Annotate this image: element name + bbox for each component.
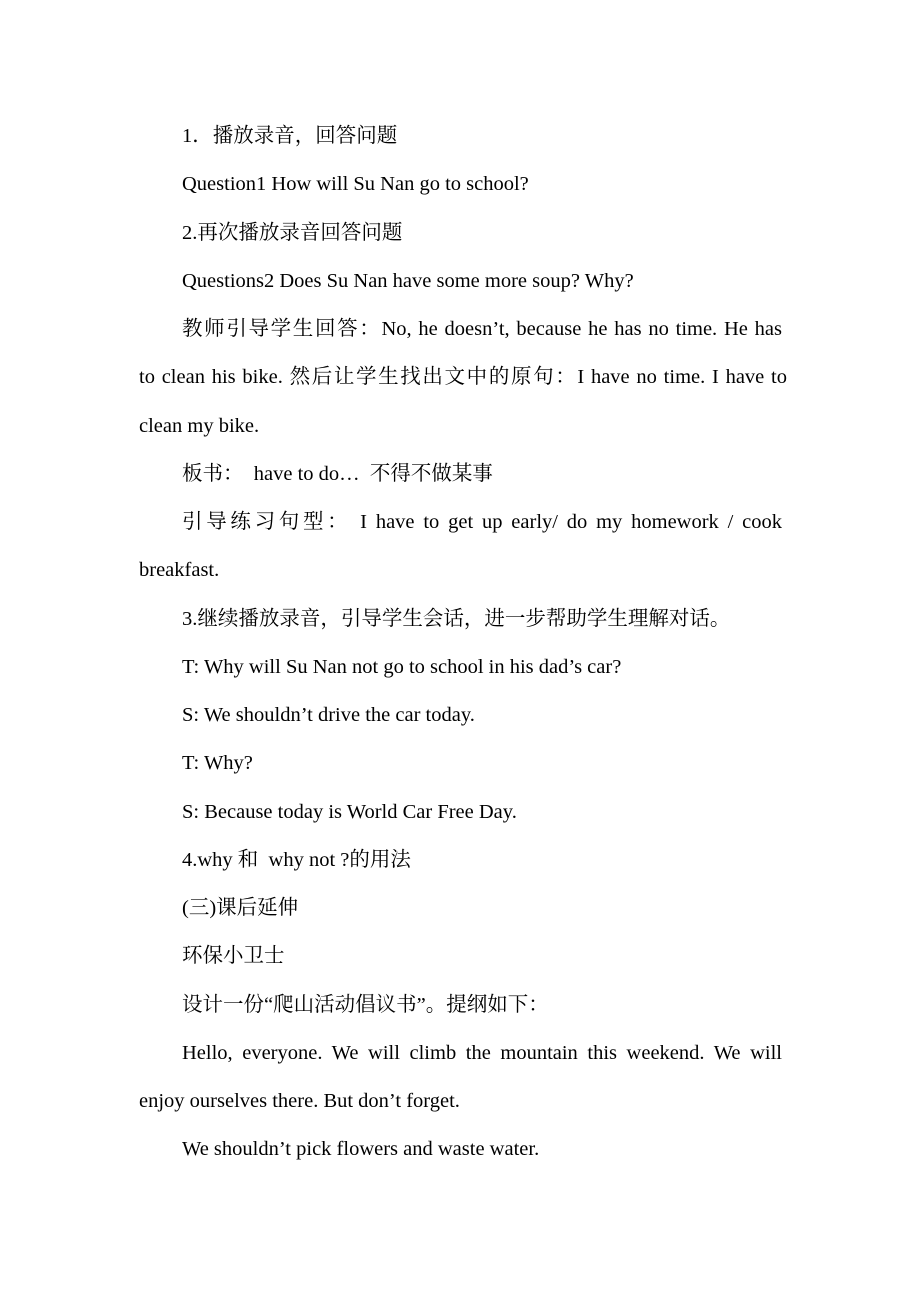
text-line: 引导练习句型： I have to get up early/ do my homework / cook: [182, 511, 782, 533]
text-line: Hello, everyone. We will climb the mountain this weekend. We will: [182, 1041, 782, 1064]
text-line: S: We shouldn’t drive the car today.: [182, 704, 475, 726]
text-line: S: Because today is World Car Free Day.: [182, 800, 517, 823]
text-line: 板书： have to do… 不得不做某事: [182, 462, 493, 485]
text-line: Questions2 Does Su Nan have some more soup? Why?: [182, 269, 634, 292]
text-line: enjoy ourselves there. But don’t forget.: [139, 1090, 460, 1112]
text-line: clean my bike.: [139, 414, 260, 437]
text-line: to clean his bike. 然后让学生找出文中的原句：I have no time. I have to: [139, 366, 787, 389]
text-line: 环保小卫士: [182, 945, 285, 968]
text-line: T: Why will Su Nan not go to school in his dad’s car?: [182, 655, 622, 678]
text-line: breakfast.: [139, 559, 220, 582]
text-line: T: Why?: [182, 752, 253, 775]
text-line: 3.继续播放录音，引导学生会话，进一步帮助学生理解对话。: [182, 607, 731, 630]
text-line: 设计一份“爬山活动倡议书”。提纲如下：: [182, 993, 549, 1016]
text-line: (三)课后延伸: [182, 897, 299, 919]
text-line: 教师引导学生回答：No, he doesn’t, because he has no time. He has: [182, 318, 782, 340]
text-line: Question1 How will Su Nan go to school?: [182, 173, 529, 196]
text-line: We shouldn’t pick flowers and waste water.: [182, 1138, 540, 1161]
text-line: 1．播放录音，回答问题: [182, 125, 398, 147]
text-line: 4.why 和 why not ?的用法: [182, 848, 411, 871]
text-line: 2.再次播放录音回答问题: [182, 221, 403, 244]
